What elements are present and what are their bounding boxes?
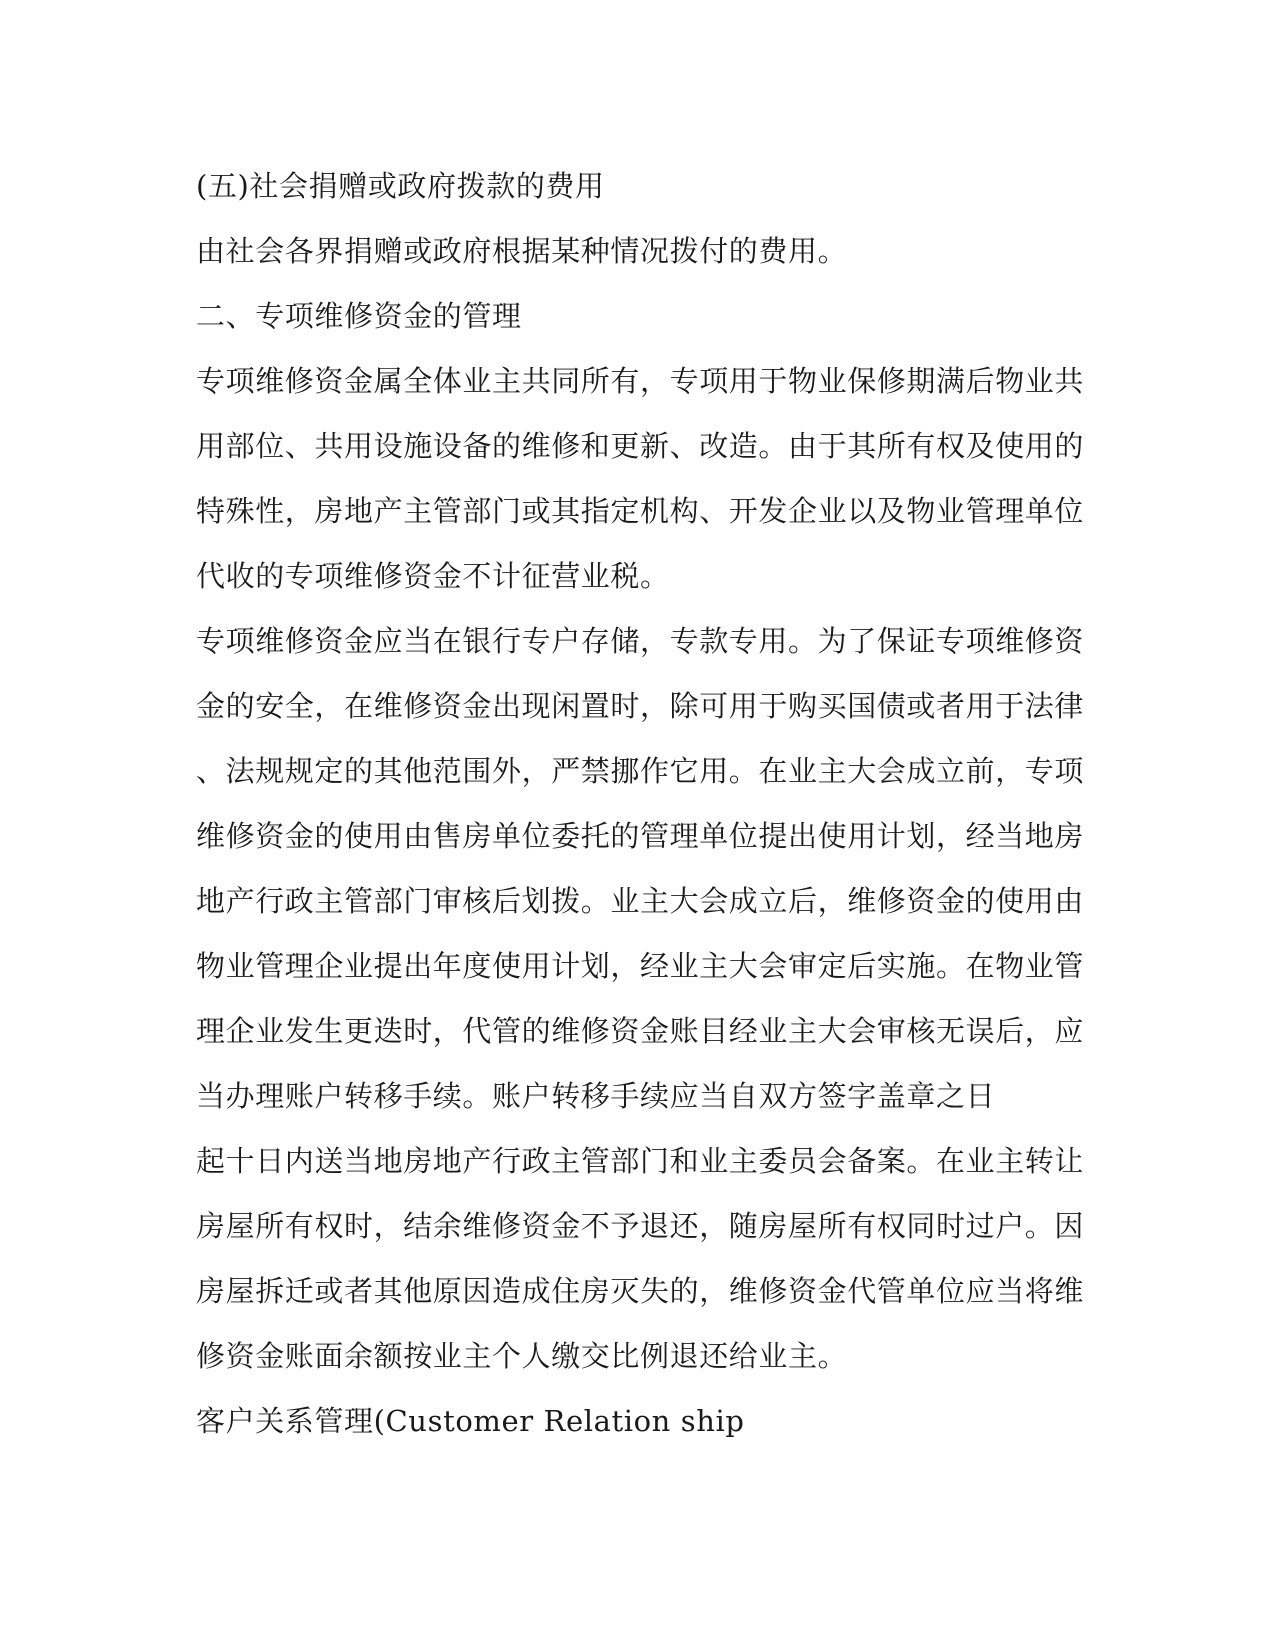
paragraph-line: 专项维修资金属全体业主共同所有，专项用于物业保修期满后物业共 — [196, 364, 1085, 398]
document-body — [196, 154, 1096, 1454]
paragraph-line: 用部位、共用设施设备的维修和更新、改造。由于其所有权及使用的 — [196, 429, 1085, 463]
paragraph-line: 由社会各界捐赠或政府根据某种情况拨付的费用。 — [196, 234, 848, 268]
paragraph-line: 代收的专项维修资金不计征营业税。 — [196, 559, 670, 593]
paragraph-line: 金的安全，在维修资金出现闲置时，除可用于购买国债或者用于法律 — [196, 689, 1085, 723]
paragraph-line: 特殊性，房地产主管部门或其指定机构、开发企业以及物业管理单位 — [196, 494, 1085, 528]
paragraph-line: 物业管理企业提出年度使用计划，经业主大会审定后实施。在物业管 — [196, 949, 1085, 983]
paragraph-line: 维修资金的使用由售房单位委托的管理单位提出使用计划，经当地房 — [196, 819, 1085, 853]
paragraph-line: 地产行政主管部门审核后划拨。业主大会成立后，维修资金的使用由 — [196, 884, 1085, 918]
paragraph-line: 修资金账面余额按业主个人缴交比例退还给业主。 — [196, 1339, 848, 1373]
section-heading: 二、专项维修资金的管理 — [196, 299, 522, 333]
paragraph-line: 、法规规定的其他范围外，严禁挪作它用。在业主大会成立前，专项 — [196, 754, 1085, 788]
section-heading: (五)社会捐赠或政府拨款的费用 — [196, 169, 605, 203]
paragraph-line: 当办理账户转移手续。账户转移手续应当自双方签字盖章之日 — [196, 1079, 996, 1113]
paragraph-line: 理企业发生更迭时，代管的维修资金账目经业主大会审核无误后，应 — [196, 1014, 1085, 1048]
paragraph-line: 专项维修资金应当在银行专户存储，专款专用。为了保证专项维修资 — [196, 624, 1085, 658]
paragraph-line: 起十日内送当地房地产行政主管部门和业主委员会备案。在业主转让 — [196, 1144, 1085, 1178]
paragraph-line: 房屋拆迁或者其他原因造成住房灭失的，维修资金代管单位应当将维 — [196, 1274, 1085, 1308]
paragraph-line: 房屋所有权时，结余维修资金不予退还，随房屋所有权同时过户。因 — [196, 1209, 1085, 1243]
section-heading: 客户关系管理(Customer Relation ship — [196, 1404, 745, 1438]
